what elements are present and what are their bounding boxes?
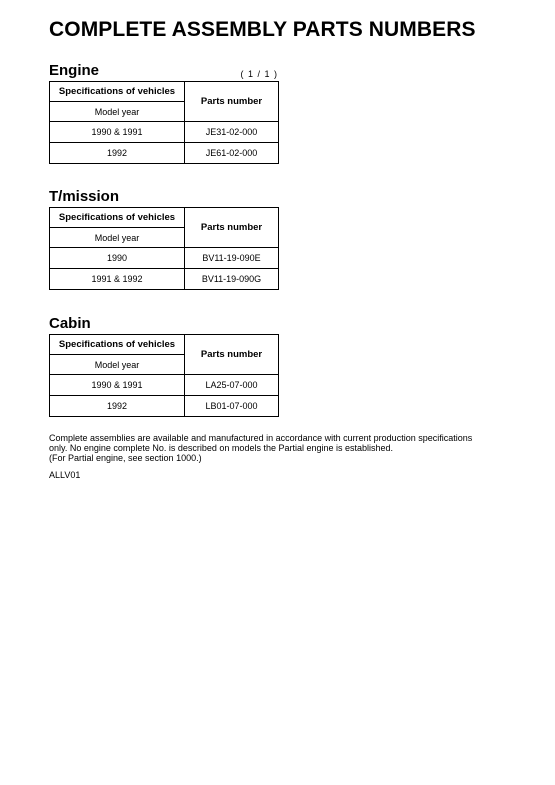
parts-number-header: Parts number — [185, 335, 279, 375]
model-year-cell: 1990 & 1991 — [50, 122, 185, 143]
table-row — [50, 375, 279, 396]
parts-table — [49, 81, 279, 164]
parts-number-header: Parts number — [185, 208, 279, 248]
section-title — [49, 188, 278, 205]
part-number-cell: JE31-02-000 — [185, 122, 279, 143]
part-number-cell: BV11-19-090G — [185, 269, 279, 290]
transmission-section — [49, 188, 278, 290]
note-line: Complete assemblies are available and manufactured in accordance with current production specifications — [49, 433, 473, 443]
part-number-cell: BV11-19-090E — [185, 248, 279, 269]
engine-section — [49, 62, 278, 164]
page-title: COMPLETE ASSEMBLY PARTS NUMBERS — [49, 18, 476, 41]
model-year-cell: 1991 & 1992 — [50, 269, 185, 290]
model-year-header: Model year — [50, 228, 185, 248]
cabin-section — [49, 315, 278, 417]
table-row — [50, 143, 279, 164]
model-year-cell: 1990 — [50, 248, 185, 269]
spec-header: Specifications of vehicles — [50, 208, 185, 228]
section-name: Cabin — [49, 315, 91, 332]
model-year-header: Model year — [50, 355, 185, 375]
model-year-header: Model year — [50, 102, 185, 122]
part-number-cell: LA25-07-000 — [185, 375, 279, 396]
table-row — [50, 248, 279, 269]
section-title — [49, 315, 278, 332]
section-name: T/mission — [49, 188, 120, 205]
parts-number-header: Parts number — [185, 82, 279, 122]
page-indicator: ( 1 / 1 ) — [240, 69, 278, 79]
table-row — [50, 396, 279, 417]
section-title — [49, 62, 278, 79]
document-code: ALLV01 — [49, 470, 81, 480]
part-number-cell: JE61-02-000 — [185, 143, 279, 164]
table-row — [50, 269, 279, 290]
footnote — [49, 433, 509, 463]
parts-table — [49, 207, 279, 290]
part-number-cell: LB01-07-000 — [185, 396, 279, 417]
model-year-cell: 1990 & 1991 — [50, 375, 185, 396]
model-year-cell: 1992 — [50, 143, 185, 164]
section-name: Engine — [49, 62, 100, 79]
note-line: (For Partial engine, see section 1000.) — [49, 453, 202, 463]
table-row — [50, 122, 279, 143]
spec-header: Specifications of vehicles — [50, 82, 185, 102]
note-line: only. No engine complete No. is described on models the Partial engine is established. — [49, 443, 394, 453]
spec-header: Specifications of vehicles — [50, 335, 185, 355]
parts-table — [49, 334, 279, 417]
model-year-cell: 1992 — [50, 396, 185, 417]
